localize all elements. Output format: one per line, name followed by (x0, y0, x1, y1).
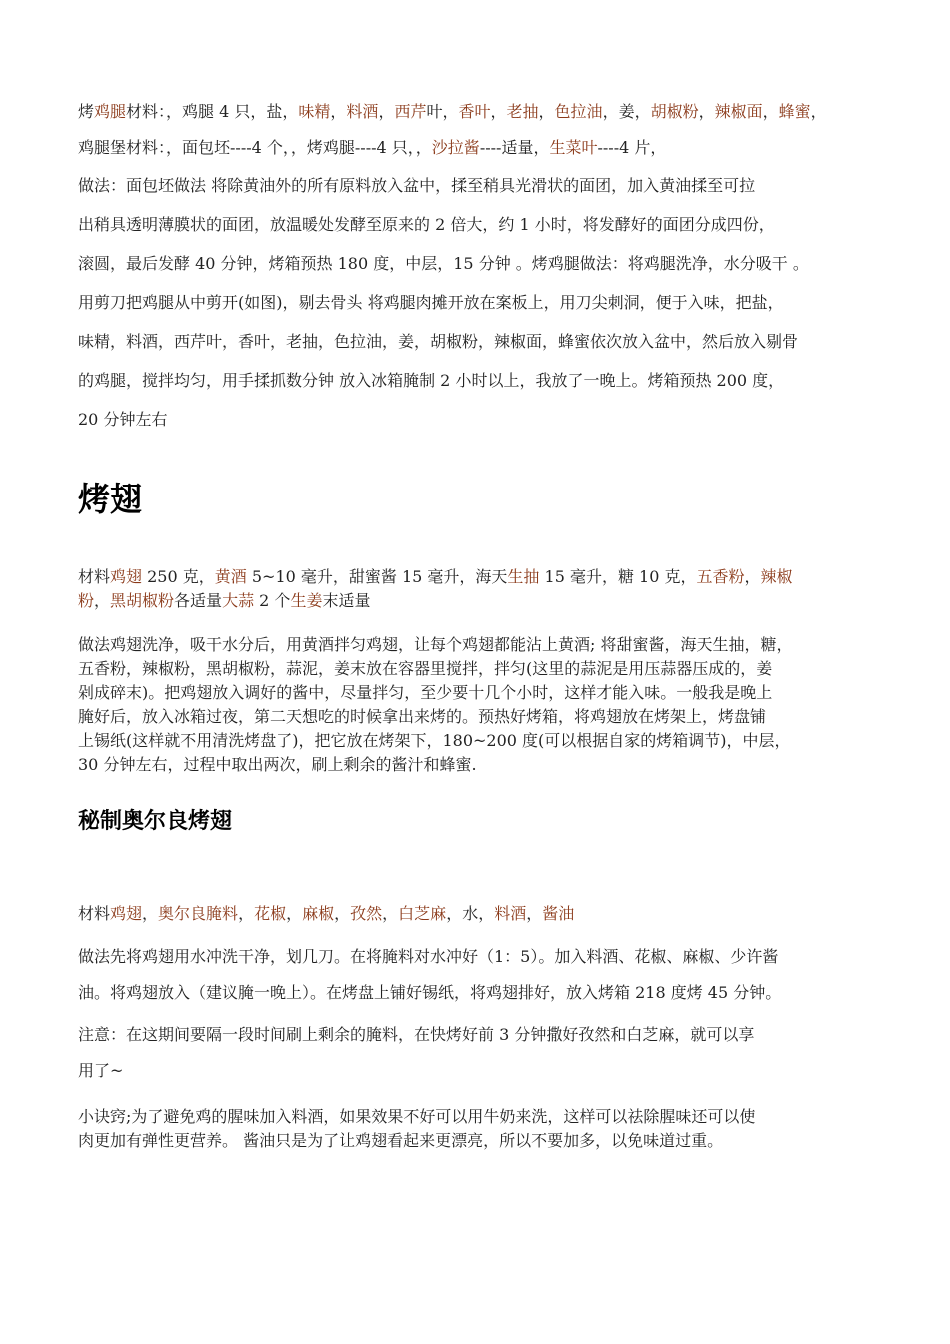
paragraph-line: 小诀窍;为了避免鸡的腥味加入料酒，如果效果不好可以用牛奶来洗，这样可以祛除腥味还可以使 (78, 1107, 756, 1126)
ingredient-link[interactable]: 黄酒 (214, 567, 247, 586)
wings-ingredients (78, 565, 878, 613)
ingredient-link[interactable]: 辣椒 (760, 567, 793, 586)
text: ， (286, 904, 303, 923)
orleans-method-paragraph (78, 939, 878, 1011)
paragraph-line: 肉更加有弹性更营养。 酱油只是为了让鸡翅看起来更漂亮，所以不要加多，以免味道过重。 (78, 1131, 724, 1150)
text: ， (334, 904, 351, 923)
text: ， (94, 591, 111, 610)
paragraph-line: 的鸡腿，搅拌均匀，用手揉抓数分钟 放入冰箱腌制 2 小时以上，我放了一晚上。烤箱预热 200 度， (78, 371, 785, 390)
ingredient-link[interactable]: 麻椒 (302, 904, 335, 923)
paragraph-line: 出稍具透明薄膜状的面团，放温暖处发酵至原来的 2 倍大，约 1 小时，将发酵好的面团分成四份， (78, 215, 775, 234)
paragraph-line: 剁成碎末)。把鸡翅放入调好的酱中，尽量拌匀，至少要十几个小时，这样才能入味。一般我是晚上 (78, 683, 773, 702)
ingredient-link[interactable]: 粉 (78, 591, 95, 610)
drumstick-method-paragraph (78, 166, 878, 439)
paragraph-line: 滚圆，最后发酵 40 分钟，烤箱预热 180 度，中层，15 分钟 。烤鸡腿做法：将鸡腿洗净，水分吸干 。 (78, 254, 809, 273)
text: ， (490, 102, 507, 121)
ingredient-link[interactable]: 辣椒面 (714, 102, 763, 121)
drumstick-ingredients-line (78, 92, 878, 132)
wings-method-paragraph (78, 633, 878, 777)
text: ， (538, 102, 555, 121)
ingredient-link[interactable]: 生菜叶 (549, 138, 598, 157)
text: 鸡腿堡材料：，面包坯----4 个，，烤鸡腿----4 只，， (78, 138, 432, 157)
orleans-tip-paragraph (78, 1105, 878, 1153)
paragraph-line: 做法鸡翅洗净，吸干水分后，用黄酒拌匀鸡翅，让每个鸡翅都能沾上黄酒; 将甜蜜酱，海天生抽，糖， (78, 635, 793, 654)
document-page (78, 92, 878, 1153)
ingredient-link[interactable]: 老抽 (506, 102, 539, 121)
paragraph-line: 上锡纸(这样就不用清洗烤盘了)，把它放在烤架下，180~200 度(可以根据自家的烤箱调节)，中层， (78, 731, 791, 750)
text: 250 克， (142, 567, 215, 586)
ingredient-link[interactable]: 料酒 (346, 102, 379, 121)
ingredient-link[interactable]: 奥尔良腌料 (158, 904, 239, 923)
ingredient-link[interactable]: 鸡翅 (110, 904, 143, 923)
paragraph-line: 用剪刀把鸡腿从中剪开(如图)，剔去骨头 将鸡腿肉摊开放在案板上，用刀尖刺洞，便于入味，把盐， (78, 293, 784, 312)
text: ， (238, 904, 255, 923)
section-heading-orleans-wings: 秘制奥尔良烤翅 (78, 809, 233, 834)
text: ----4 片， (597, 138, 667, 157)
orleans-ingredients (78, 899, 878, 929)
orleans-note-paragraph (78, 1017, 878, 1089)
text: ， (744, 567, 761, 586)
section-heading-roast-wings: 烤翅 (78, 480, 143, 518)
text: 材料：，鸡腿 4 只，盐， (126, 102, 299, 121)
ingredient-link[interactable]: 西芹 (394, 102, 427, 121)
text: 15 毫升，糖 10 克， (539, 567, 697, 586)
ingredient-link[interactable]: 生姜 (290, 591, 323, 610)
text: 各适量 (174, 591, 223, 610)
ingredient-link[interactable]: 鸡腿 (94, 102, 127, 121)
text: ， (382, 904, 399, 923)
paragraph-line: 油。将鸡翅放入（建议腌一晚上）。在烤盘上铺好锡纸，将鸡翅排好，放入烤箱 218 度烤 45 分钟。 (78, 983, 782, 1002)
text: ，姜， (602, 102, 651, 121)
text: ， (762, 102, 779, 121)
text: 叶， (426, 102, 459, 121)
ingredient-link[interactable]: 香叶 (458, 102, 491, 121)
ingredient-link[interactable]: 花椒 (254, 904, 287, 923)
paragraph-line: 味精，料酒，西芹叶，香叶，老抽，色拉油，姜，胡椒粉，辣椒面，蜂蜜依次放入盆中，然后放入剔骨 (78, 332, 799, 351)
ingredient-link[interactable]: 酱油 (542, 904, 575, 923)
ingredient-link[interactable]: 沙拉酱 (431, 138, 480, 157)
ingredient-link[interactable]: 味精 (298, 102, 331, 121)
paragraph-line: 注意：在这期间要隔一段时间刷上剩余的腌料，在快烤好前 3 分钟撒好孜然和白芝麻，就可以享 (78, 1025, 755, 1044)
paragraph-line: 用了~ (78, 1061, 124, 1080)
text: ，水， (446, 904, 495, 923)
ingredient-link[interactable]: 五香粉 (696, 567, 745, 586)
paragraph-line: 五香粉，辣椒粉，黑胡椒粉，蒜泥，姜末放在容器里搅拌，拌匀(这里的蒜泥是用压蒜器压成的，姜 (78, 659, 773, 678)
text: ， (526, 904, 543, 923)
text: ， (378, 102, 395, 121)
ingredient-link[interactable]: 蜂蜜 (778, 102, 811, 121)
paragraph-line: 腌好后，放入冰箱过夜，第二天想吃的时候拿出来烤的。预热好烤箱，将鸡翅放在烤架上，烤盘铺 (78, 707, 767, 726)
text: 材料 (78, 567, 111, 586)
burger-ingredients-line (78, 132, 878, 164)
text: ， (330, 102, 347, 121)
ingredient-link[interactable]: 黑胡椒粉 (110, 591, 175, 610)
ingredient-link[interactable]: 色拉油 (554, 102, 603, 121)
ingredient-link[interactable]: 胡椒粉 (650, 102, 699, 121)
text: ， (142, 904, 159, 923)
text: ， (698, 102, 715, 121)
paragraph-line (78, 589, 878, 613)
ingredient-link[interactable]: 料酒 (494, 904, 527, 923)
text: 末适量 (322, 591, 371, 610)
ingredient-link[interactable]: 白芝麻 (398, 904, 447, 923)
paragraph-line: 做法先将鸡翅用水冲洗干净，划几刀。在将腌料对水冲好（1：5）。加入料酒、花椒、麻椒、少许酱 (78, 947, 779, 966)
ingredient-link[interactable]: 孜然 (350, 904, 383, 923)
text: ----适量， (479, 138, 550, 157)
text: 烤 (78, 102, 95, 121)
text: 2 个 (254, 591, 291, 610)
ingredient-link[interactable]: 大蒜 (222, 591, 255, 610)
paragraph-line: 20 分钟左右 (78, 410, 168, 429)
paragraph-line: 做法：面包坯做法 将除黄油外的所有原料放入盆中，揉至稍具光滑状的面团，加入黄油揉至可拉 (78, 176, 756, 195)
text: 5~10 毫升，甜蜜酱 15 毫升，海天 (246, 567, 508, 586)
ingredient-link[interactable]: 鸡翅 (110, 567, 143, 586)
paragraph-line (78, 565, 878, 589)
text: 材料 (78, 904, 111, 923)
paragraph-line: 30 分钟左右，过程中取出两次，刷上剩余的酱汁和蜂蜜. (78, 755, 477, 774)
ingredient-link[interactable]: 生抽 (507, 567, 540, 586)
text: ， (810, 102, 827, 121)
